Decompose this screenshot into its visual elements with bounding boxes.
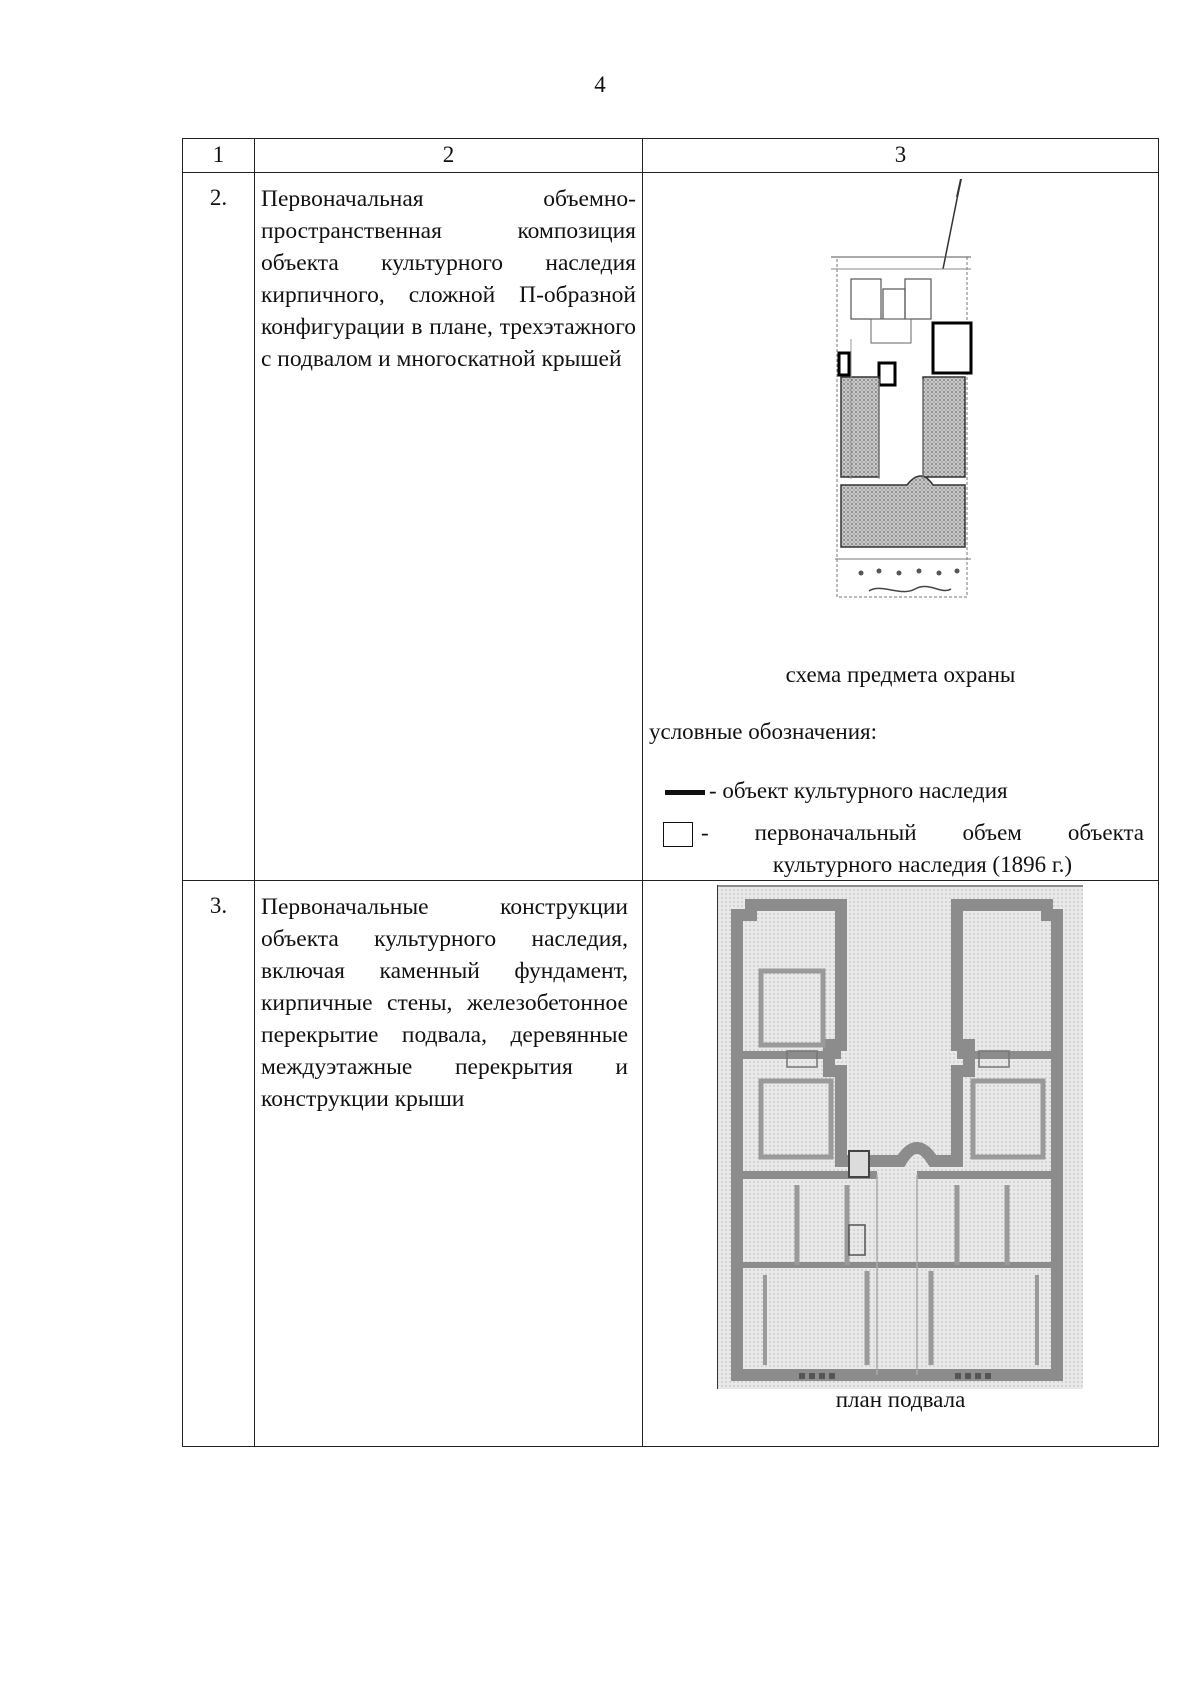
- row-number: 3.: [183, 881, 255, 1447]
- header-col-1: 1: [183, 139, 255, 173]
- row-image-cell: [643, 881, 1159, 1447]
- site-scheme-drawing: [811, 179, 1011, 639]
- table-row: [183, 881, 1159, 1447]
- legend-item-object: [665, 778, 1008, 804]
- page-number: 4: [594, 72, 606, 97]
- table-header-row: [183, 139, 1159, 173]
- empty-square-symbol: [663, 822, 693, 847]
- protection-table: [182, 138, 1159, 1447]
- header-col-2: 2: [255, 139, 643, 173]
- legend-title: условные обозначения:: [649, 719, 878, 744]
- row-image-cell: [643, 173, 1159, 881]
- row-number: 2.: [183, 173, 255, 881]
- table-row: [183, 173, 1159, 881]
- image-caption: схема предмета охраны: [785, 662, 1016, 687]
- row-description: Первоначальные конструкции объекта культурного наследия, включая каменный фундамент, кирпичные стены, железобетонное перекрытие подвала, деревянные междуэтажные перекрытия и конструкции крыши: [255, 881, 643, 1447]
- basement-plan-drawing: [717, 885, 1083, 1389]
- bold-line-symbol: [665, 790, 705, 795]
- legend-item-label: - объект культурного наследия: [709, 778, 1008, 803]
- header-col-3: 3: [643, 139, 1159, 173]
- legend-item-original-volume: - первоначальный объем объекта культурного наследия (1896 г.): [701, 820, 1144, 877]
- row-description: Первоначальная объемно-пространственная композиция объекта культурного наследия кирпичного, сложной П-образной конфигурации в плане, трехэтажного с подвалом и многоскатной крышей: [255, 173, 643, 881]
- image-caption: план подвала: [835, 1387, 966, 1412]
